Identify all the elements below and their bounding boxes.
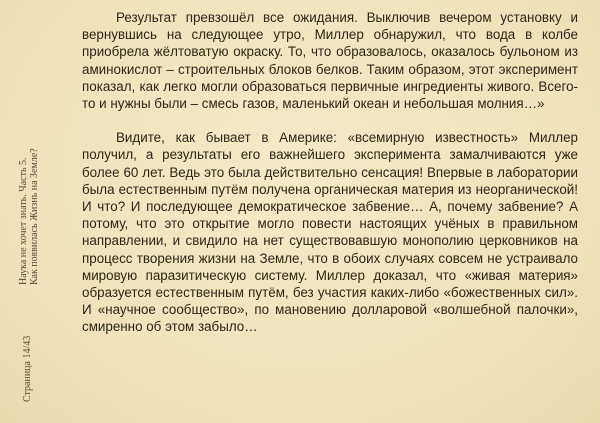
book-title-line-2: Как появилась Жизнь на Земле? xyxy=(29,148,40,285)
main-text xyxy=(82,9,578,336)
page-number: Страница 14/43 xyxy=(22,335,33,402)
paragraph-1: Результат превзошёл все ожидания. Выключив вечером установку и вернувшись на следующее утро, Миллер обнаружил, что вода в колбе приобрела жёлтоватую окраску. То, что образовалось, оказалось бульоном из аминокислот – строительных блоков белков. Таким образом, этот эксперимент показал, как легко могли образоваться первичные ингредиенты живого. Всего-то и нужны были – смесь газов, маленький океан и небольшая молния…» xyxy=(82,10,578,112)
paragraph-2: Видите, как бывает в Америке: «всемирную известность» Миллер получил, а результаты его важнейшего эксперимента замалчиваются уже более 60 лет. Ведь это была действительно сенсация! Впервые в лаборатории была естественным путём получена органическая материя из неорганической! И что? И последующее демократическое забвение… А, почему забвение? А потому, что это открытие могло повести настоящих учёных в правильном направлении, и свидило на нет существовавшую монополию церковников на процесс творения жизни на Земле, что в обоих случаях совсем не устраивало мировую паразитическую систему. Миллер доказал, что «живая материя» образуется естественным путём, без участия каких-либо «божественных сил». И «научное сообщество», по мановению долларовой «волшебной палочки», смиренно об этом забыло… xyxy=(82,130,578,335)
side-margin xyxy=(18,0,58,423)
book-title xyxy=(18,148,40,285)
book-title-line-1: Наука не хочет знать. Часть 5. xyxy=(18,157,29,285)
